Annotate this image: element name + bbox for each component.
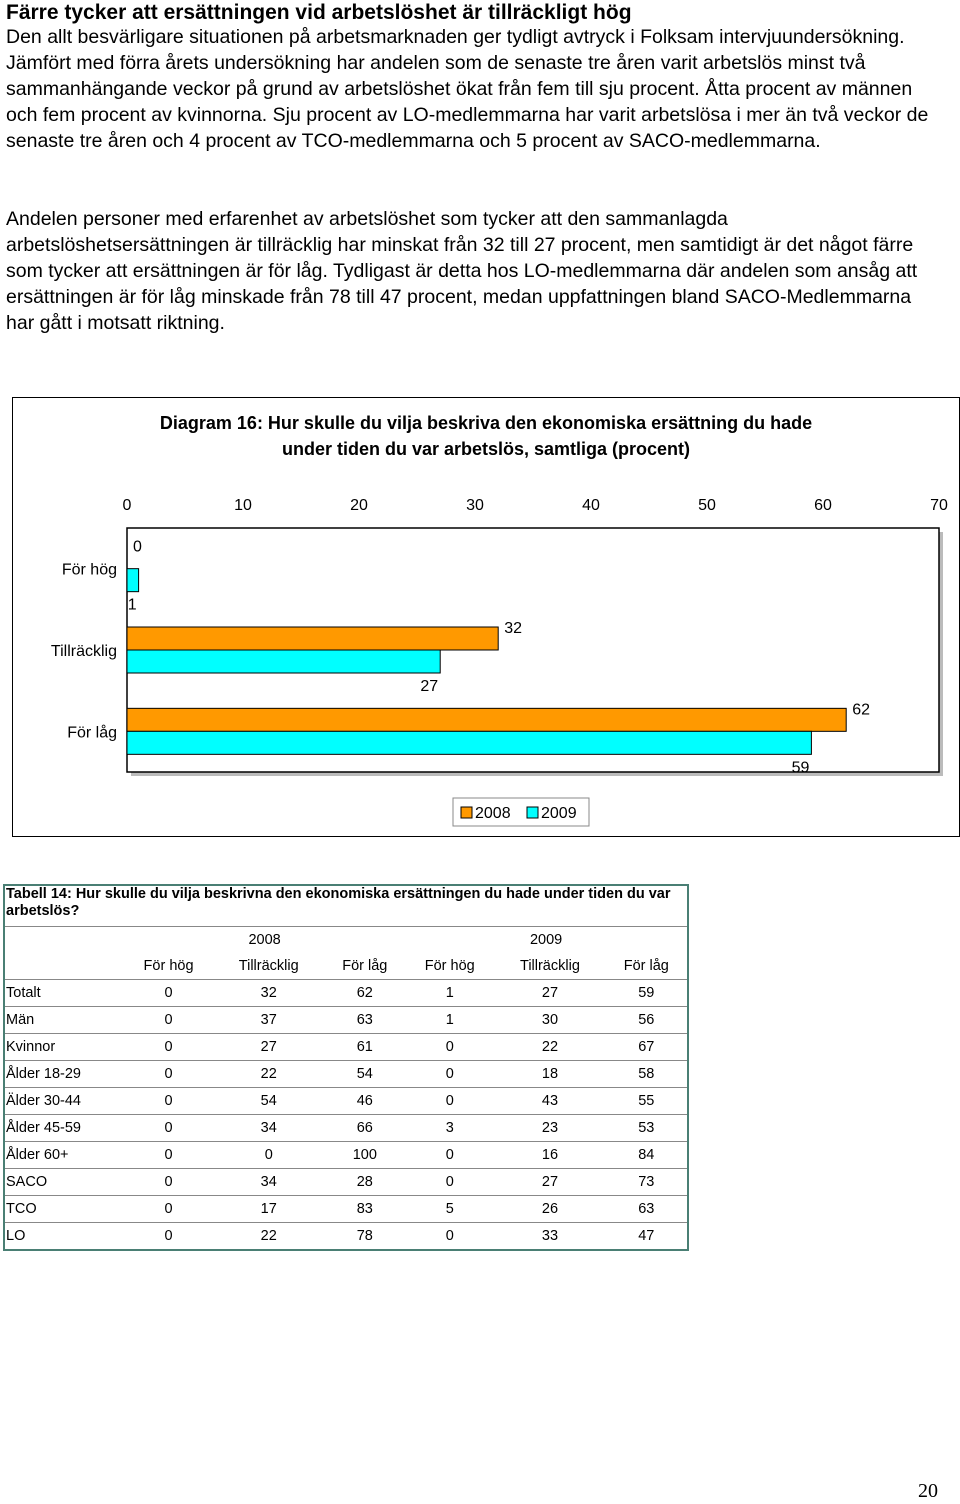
row-label: Älder 30-44	[4, 1088, 124, 1115]
bar-2008	[127, 627, 498, 650]
x-tick-label: 10	[234, 497, 252, 514]
table-cell: 0	[124, 1223, 213, 1251]
table-row	[4, 1007, 688, 1034]
table-cell: 0	[124, 1115, 213, 1142]
table-cell: 62	[324, 980, 405, 1007]
data-label: 27	[420, 678, 439, 695]
table-cell: 78	[324, 1223, 405, 1251]
year-header-2009: 2009	[405, 927, 688, 954]
table-cell: 67	[606, 1034, 688, 1061]
table-cell: 33	[494, 1223, 605, 1251]
bar-2008	[127, 708, 846, 731]
table-caption: Tabell 14: Hur skulle du vilja beskrivna den ekonomiska ersättningen du hade under tiden du var arbetslös?	[6, 886, 671, 919]
column-header: För låg	[342, 958, 388, 974]
table-cell: 1	[405, 980, 494, 1007]
table-row	[4, 1088, 688, 1115]
x-tick-label: 30	[466, 497, 484, 514]
row-label: Ålder 60+	[4, 1142, 124, 1169]
x-tick-label: 60	[814, 497, 832, 514]
column-header: Tillräcklig	[520, 958, 580, 974]
column-header: För hög	[424, 958, 475, 974]
x-tick-label: 0	[122, 497, 132, 514]
row-label: Ålder 45-59	[4, 1115, 124, 1142]
row-label: Totalt	[4, 980, 124, 1007]
x-tick-label: 50	[698, 497, 716, 514]
table-cell: 34	[213, 1115, 324, 1142]
row-label: Kvinnor	[4, 1034, 124, 1061]
table-cell: 43	[494, 1088, 605, 1115]
table-cell: 27	[213, 1034, 324, 1061]
year-header-2008: 2008	[124, 927, 405, 954]
table-row	[4, 1034, 688, 1061]
table-cell: 84	[606, 1142, 688, 1169]
table-cell: 32	[213, 980, 324, 1007]
diagram-16-box	[12, 397, 960, 837]
bar-2009	[127, 569, 139, 592]
table-row	[4, 1169, 688, 1196]
table-year-row	[4, 927, 688, 954]
table-row	[4, 1142, 688, 1169]
table-cell: 100	[324, 1142, 405, 1169]
table-14	[3, 884, 689, 1251]
table-cell: 1	[405, 1007, 494, 1034]
table-cell: 0	[405, 1034, 494, 1061]
table-cell: 37	[213, 1007, 324, 1034]
paragraph-2: Andelen personer med erfarenhet av arbetslöshet som tycker att den sammanlagda arbetslöshetsersättningen är tillräcklig har minskat från 32 till 27 procent, men samtidigt är det något färre som tycker att ersättningen är för låg. Tydligast är detta hos LO-medlemmarna där andelen som ansåg att ersättningen är för låg minskade från 78 till 47 procent, medan uppfattningen bland SACO-Medlemmarna har gått i motsatt riktning.	[6, 208, 918, 334]
table-cell: 0	[124, 1007, 213, 1034]
table-cell: 0	[405, 1223, 494, 1251]
table-cell: 73	[606, 1169, 688, 1196]
table-cell: 0	[124, 1142, 213, 1169]
table-cell: 0	[213, 1142, 324, 1169]
row-label: LO	[4, 1223, 124, 1251]
table-cell: 30	[494, 1007, 605, 1034]
table-cell: 18	[494, 1061, 605, 1088]
legend-label: 2009	[541, 805, 577, 822]
data-label: 0	[133, 538, 142, 556]
table-cell: 53	[606, 1115, 688, 1142]
page-number: 20	[918, 1480, 938, 1502]
table-cell: 0	[124, 1034, 213, 1061]
table-cell: 58	[606, 1061, 688, 1088]
column-header: Tillräcklig	[238, 958, 299, 974]
table-cell: 54	[213, 1088, 324, 1115]
table-cell: 0	[405, 1061, 494, 1088]
table-cell: 56	[606, 1007, 688, 1034]
table-cell: 3	[405, 1115, 494, 1142]
table-cell: 0	[124, 980, 213, 1007]
row-label: Män	[4, 1007, 124, 1034]
table-cell: 0	[124, 1169, 213, 1196]
column-header: För hög	[143, 958, 194, 974]
data-label: 1	[127, 596, 137, 614]
column-header: För låg	[623, 958, 669, 974]
table-row	[4, 1223, 688, 1251]
table-cell: 22	[213, 1223, 324, 1251]
diagram-title-line-1: Diagram 16: Hur skulle du vilja beskriva den ekonomiska ersättning du hade	[159, 413, 813, 433]
table-cell: 0	[405, 1169, 494, 1196]
x-tick-label: 40	[582, 497, 600, 514]
table-cell: 0	[124, 1196, 213, 1223]
table-cell: 59	[606, 980, 688, 1007]
legend-swatch-2008	[461, 807, 472, 818]
bar-2009	[127, 650, 440, 673]
table-cell: 54	[324, 1061, 405, 1088]
category-label: Tillräcklig	[50, 643, 117, 660]
legend-swatch-2009	[527, 807, 538, 818]
table-cell: 22	[213, 1061, 324, 1088]
table-cell: 0	[405, 1142, 494, 1169]
table-cell: 22	[494, 1034, 605, 1061]
table-cell: 0	[124, 1061, 213, 1088]
diagram-title-line-2: under tiden du var arbetslös, samtliga (procent)	[281, 439, 691, 459]
x-tick-label: 20	[350, 497, 368, 514]
category-label: För hög	[61, 561, 117, 579]
table-cell: 63	[606, 1196, 688, 1223]
table-cell: 26	[494, 1196, 605, 1223]
table-row	[4, 1115, 688, 1142]
table-cell: 66	[324, 1115, 405, 1142]
table-cell: 27	[494, 980, 605, 1007]
row-label: TCO	[4, 1196, 124, 1223]
table-cell: 23	[494, 1115, 605, 1142]
table-column-header-row	[4, 953, 688, 980]
table-row	[4, 1061, 688, 1088]
table-cell: 28	[324, 1169, 405, 1196]
category-label: För låg	[67, 724, 117, 742]
table-cell: 46	[324, 1088, 405, 1115]
table-row	[4, 1196, 688, 1223]
bar-chart	[13, 398, 959, 836]
data-label: 32	[504, 620, 522, 637]
table-cell: 5	[405, 1196, 494, 1223]
table-cell: 16	[494, 1142, 605, 1169]
table-cell: 83	[324, 1196, 405, 1223]
table-cell: 63	[324, 1007, 405, 1034]
table-cell: 55	[606, 1088, 688, 1115]
row-label: SACO	[4, 1169, 124, 1196]
table-cell: 17	[213, 1196, 324, 1223]
table-cell: 61	[324, 1034, 405, 1061]
table-row	[4, 980, 688, 1007]
legend-label: 2008	[475, 805, 511, 822]
table-cell: 0	[405, 1088, 494, 1115]
table-cell: 27	[494, 1169, 605, 1196]
table-cell: 34	[213, 1169, 324, 1196]
bar-2009	[127, 731, 811, 754]
row-label: Ålder 18-29	[4, 1061, 124, 1088]
table-cell: 47	[606, 1223, 688, 1251]
x-tick-label: 70	[930, 497, 948, 514]
data-label: 62	[852, 701, 870, 719]
paragraph-1: Den allt besvärligare situationen på arbetsmarknaden ger tydligt avtryck i Folksam intervjuundersökning. Jämfört med förra årets undersökning har andelen som de senaste tre åren varit arbetslös minst två sammanhängande veckor på grund av arbetslöshet ökat från fem till sju procent. Åtta procent av männen och fem procent av kvinnorna. Sju procent av LO-medlemmarna har varit arbetslösa i mer än två veckor de senaste tre åren och 4 procent av TCO-medlemmarna och 5 procent av SACO-medlemmarna.	[6, 26, 929, 152]
table-cell: 0	[124, 1088, 213, 1115]
data-label: 59	[791, 759, 810, 777]
section-heading: Färre tycker att ersättningen vid arbetslöshet är tillräckligt hög	[6, 1, 632, 24]
